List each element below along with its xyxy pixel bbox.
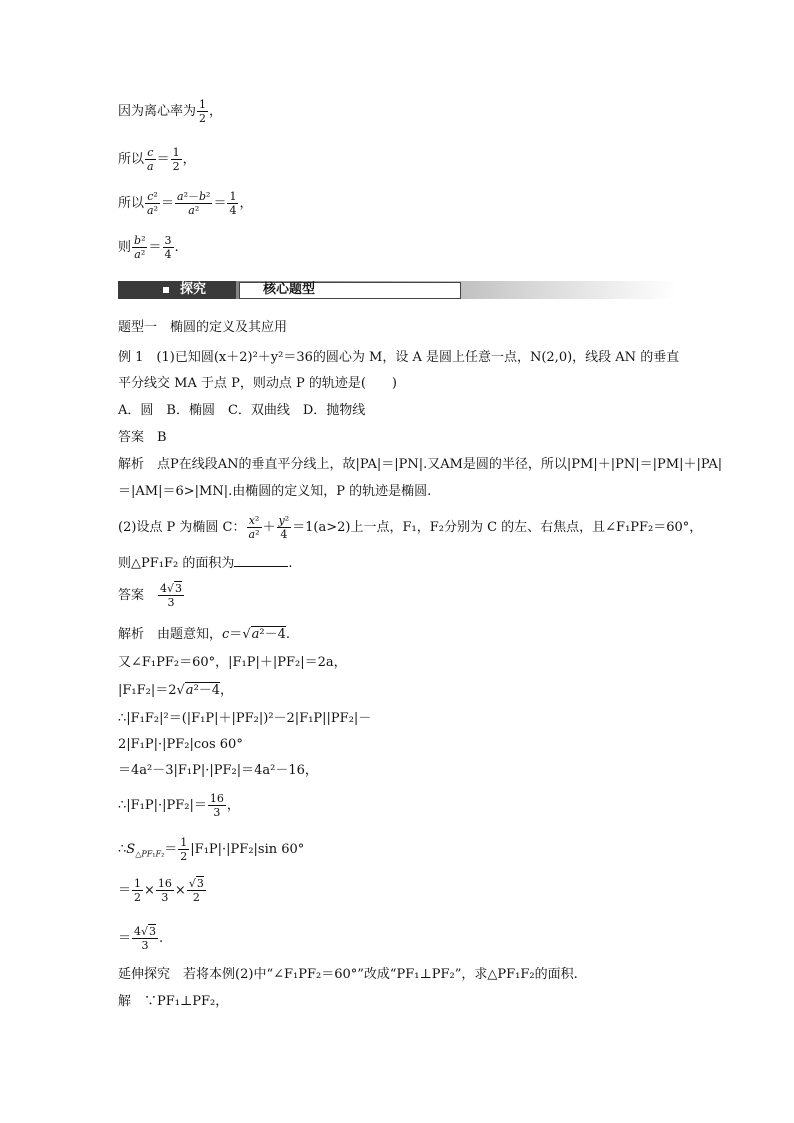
answer-2: 答案 $\frac{4√3}{3}$ bbox=[118, 582, 183, 609]
solution-2-line-2: 又∠F₁PF₂＝60°，|F₁P|＋|PF₂|＝2a， bbox=[118, 655, 347, 670]
extension-question: 延伸探究 若将本例(2)中“∠F₁PF₂＝60°”改成“PF₁⊥PF₂”，求△PF₁F₂的面积. bbox=[118, 967, 578, 982]
solution-2-line-7: ∴|F₁P|·|PF₂|＝ $\frac{16}{3}$ ， bbox=[118, 792, 240, 819]
solution-2-line-9: ＝ $\frac{1}{2}$ × $\frac{16}{3}$ × $\frac{√3}{2}$ bbox=[118, 877, 204, 904]
answer-1: 答案 B bbox=[118, 430, 167, 445]
question-2-line-2: 则△PF₁F₂ 的面积为 . bbox=[118, 556, 293, 571]
solution-2-line-4: ∴|F₁F₂|²＝(|F₁P|＋|PF₂|)²－2|F₁P||PF₂|－ bbox=[118, 711, 372, 726]
solution-2-line-6: ＝4a²－3|F₁P|·|PF₂|＝4a²－16， bbox=[118, 763, 318, 778]
solution-2-line-3: |F₁F₂|＝2√a²－4， bbox=[118, 683, 234, 698]
example-1-line-2: 平分线交 MA 于点 P，则动点 P 的轨迹是( ) bbox=[118, 376, 397, 391]
answer-blank bbox=[234, 556, 288, 567]
solution-1-line-1: 解析 点P在线段AN的垂直平分线上，故|PA|＝|PN|.又AM是圆的半径，所以|PM|＋|PN|＝|PM|＋|PA| bbox=[118, 457, 723, 472]
topic-heading: 题型一 椭圆的定义及其应用 bbox=[118, 320, 288, 335]
solution-2-line-10: ＝ $\frac{4√3}{3}$ . bbox=[118, 925, 164, 952]
text-line-c-over-a: 所以 $\frac{c}{a}$ ＝ $\frac{1}{2}$ ， bbox=[118, 146, 196, 173]
solution-2-line-5: 2|F₁P|·|PF₂|cos 60° bbox=[118, 737, 243, 752]
question-2-line-1: (2)设点 P 为椭圆 C： $\frac{\text{x²}}{\text{a²}}$ ＋ $\frac{\text{y²}}{4}$ ＝1(a>2)上一点，F₁，F₂分别为 C 的左、右焦点，且∠F₁PF₂＝60°， bbox=[118, 514, 703, 541]
solution-2-line-1: 解析 由题意知，c＝√a²－4. bbox=[118, 627, 290, 642]
example-1-line-1: 例 1 (1)已知圆(x＋2)²＋y²＝36的圆心为 M，设 A 是圆上任意一点，N(2,0)，线段 AN 的垂直 bbox=[118, 350, 680, 365]
square-bullet-icon bbox=[163, 287, 169, 293]
solution-2-line-8: $\therefore S_{\triangle PF_1F_2}=$ $\frac{1}{2}$ |F₁P|·|PF₂|sin 60° bbox=[118, 836, 305, 863]
example-1-options: A．圆 B．椭圆 C．双曲线 D．抛物线 bbox=[118, 403, 366, 418]
banner-label-left: 探究 bbox=[180, 282, 207, 297]
solution-1-line-2: ＝|AM|＝6>|MN|.由椭圆的定义知，P 的轨迹是椭圆. bbox=[118, 484, 432, 499]
extension-solution: 解 ∵PF₁⊥PF₂， bbox=[118, 994, 229, 1009]
text-line-c2-over-a2: 所以 $\frac{\text{c²}}{\text{a²}}$ ＝ $\frac{\text{a²－b²}}{\text{a²}}$ ＝ $\frac{1}{4}$ ， bbox=[118, 190, 253, 217]
banner-label-right: 核心题型 bbox=[263, 282, 316, 297]
text-line-eccentricity: 因为离心率为 $\frac{1}{2}$ ， bbox=[118, 98, 223, 125]
text-line-b2-over-a2: 则 $\frac{\text{b²}}{\text{a²}}$ ＝ $\frac{3}{4}$ . bbox=[118, 234, 179, 261]
section-banner bbox=[118, 281, 678, 299]
